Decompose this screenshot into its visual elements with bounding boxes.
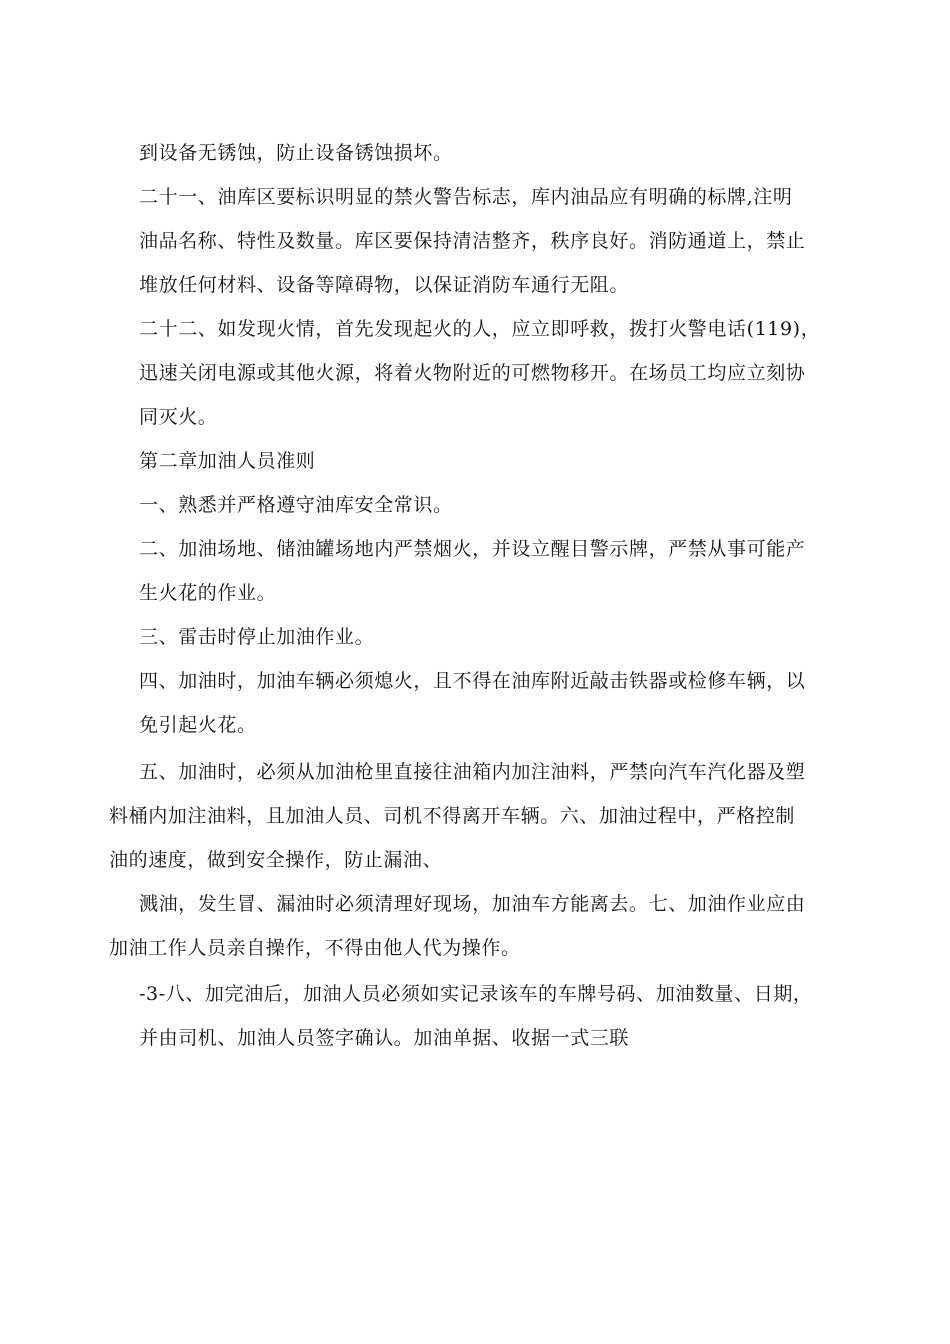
text-line: 三、雷击时停止加油作业。 — [139, 626, 375, 648]
text-line: 一、熟悉并严格遵守油库安全常识。 — [139, 494, 453, 516]
text-line: 料桶内加注油料，且加油人员、司机不得离开车辆。六、加油过程中，严格控制 — [109, 805, 796, 827]
text-line: 油的速度，做到安全操作，防止漏油、 — [109, 849, 443, 871]
section-heading: 第二章加油人员准则 — [139, 450, 316, 472]
text-line: 到设备无锈蚀，防止设备锈蚀损坏。 — [139, 142, 453, 164]
text-line: 四、加油时，加油车辆必须熄火，且不得在油库附近敲击铁器或检修车辆，以 — [139, 670, 806, 692]
text-line: 堆放任何材料、设备等障碍物，以保证消防车通行无阻。 — [139, 274, 630, 296]
text-line: 二、加油场地、储油罐场地内严禁烟火，并设立醒目警示牌，严禁从事可能产 — [139, 538, 806, 560]
text-line: 加油工作人员亲自操作，不得由他人代为操作。 — [109, 937, 521, 959]
text-line: 二十一、油库区要标识明显的禁火警告标志，库内油品应有明确的标牌,注明 — [139, 186, 793, 208]
text-line: -3-八、加完油后，加油人员必须如实记录该车的车牌号码、加油数量、日期， — [139, 983, 813, 1005]
text-line: 油品名称、特性及数量。库区要保持清洁整齐，秩序良好。消防通道上，禁止 — [139, 230, 806, 252]
text-line: 溅油，发生冒、漏油时必须清理好现场，加油车方能离去。七、加油作业应由 — [139, 893, 806, 915]
text-line: 迅速关闭电源或其他火源，将着火物附近的可燃物移开。在场员工均应立刻协 — [139, 362, 806, 384]
text-line: 五、加油时，必须从加油枪里直接往油箱内加注油料，严禁向汽车汽化器及塑 — [139, 761, 806, 783]
text-line: 生火花的作业。 — [139, 582, 277, 604]
text-line: 二十二、如发现火情，首先发现起火的人，应立即呼救，拨打火警电话(119)， — [139, 318, 821, 340]
text-line: 免引起火花。 — [139, 714, 257, 736]
text-line: 并由司机、加油人员签字确认。加油单据、收据一式三联 — [139, 1027, 630, 1049]
text-line: 同灭火。 — [139, 406, 218, 428]
